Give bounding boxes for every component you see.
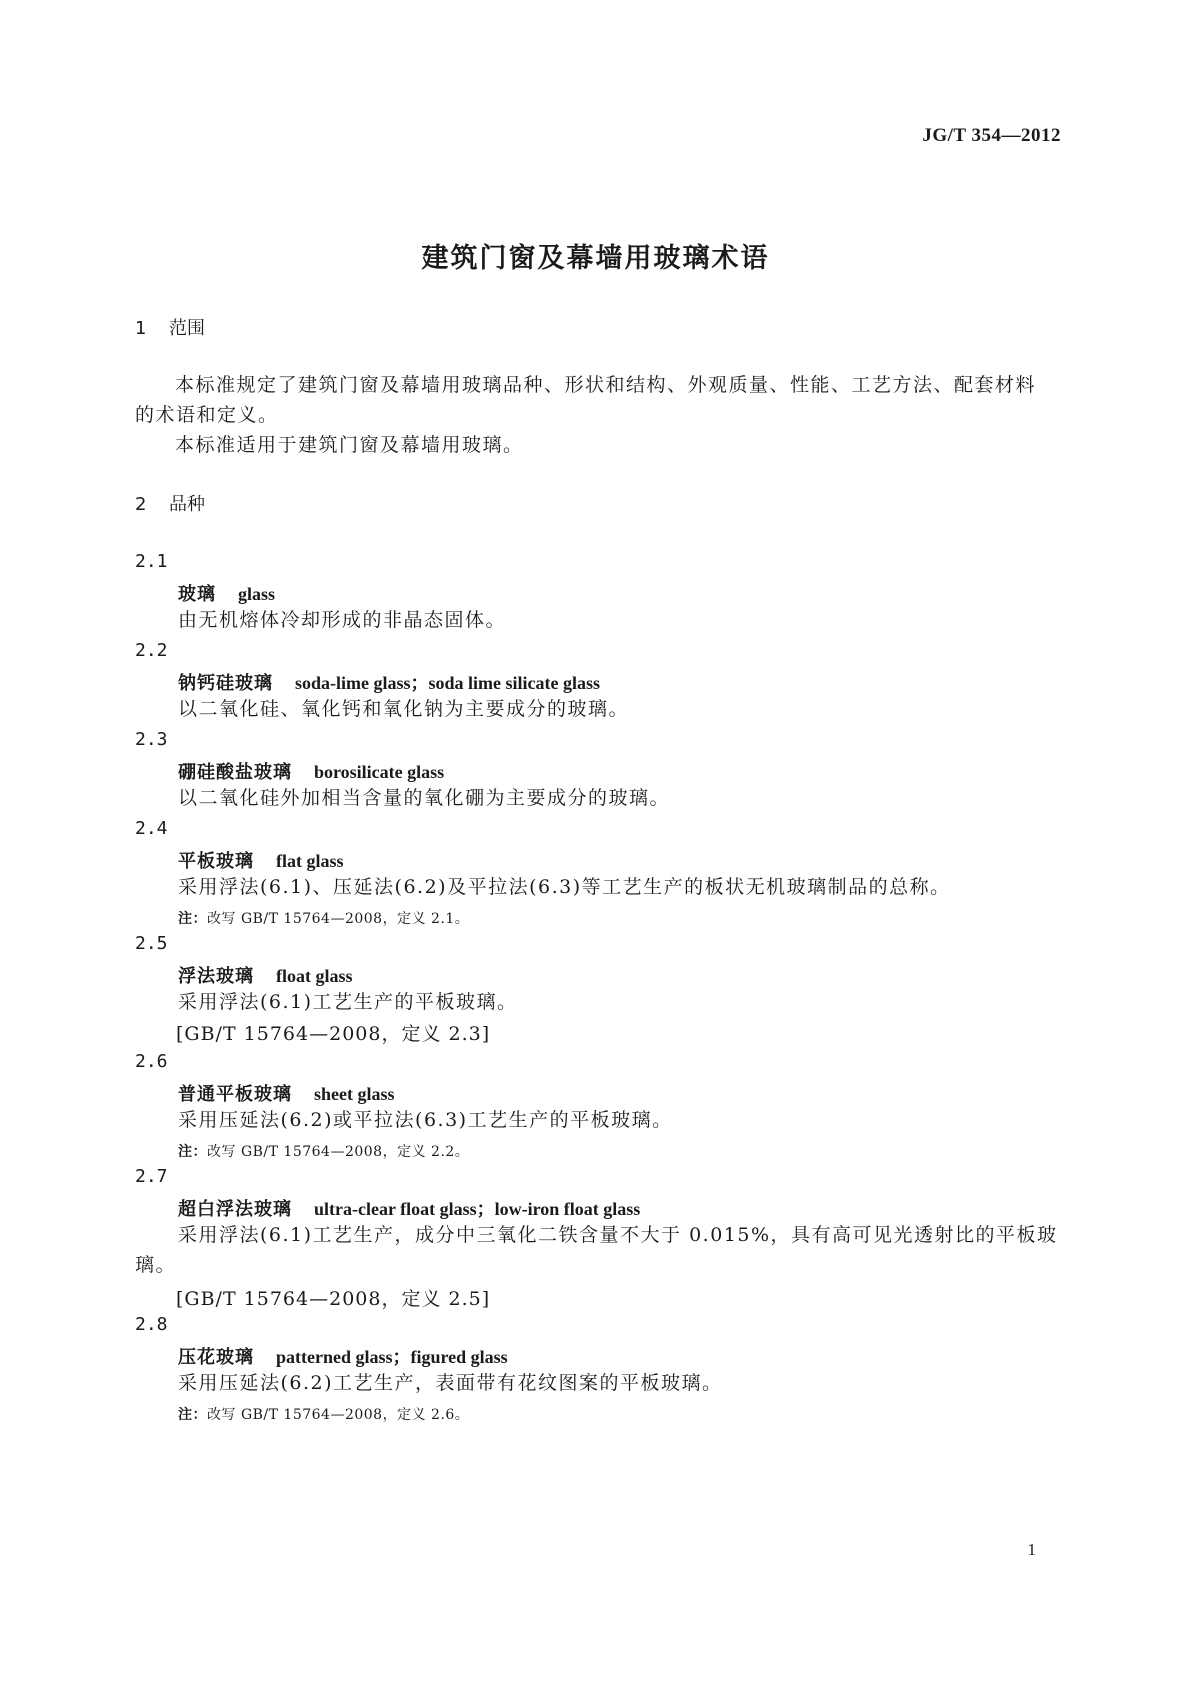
section-number: 2: [135, 494, 147, 515]
term-english: borosilicate glass: [314, 762, 445, 782]
clause-number: 2.3: [135, 729, 168, 750]
term-entry: [178, 669, 600, 695]
term-entry: [178, 1195, 640, 1221]
clause-number: 2.7: [135, 1166, 168, 1187]
term-chinese: 普通平板玻璃: [178, 1084, 292, 1105]
clause-number: 2.1: [135, 551, 168, 572]
term-english: ultra-clear float glass；low-iron float glass: [314, 1199, 641, 1219]
term-definition: 采用压延法(6.2)工艺生产，表面带有花纹图案的平板玻璃。: [178, 1372, 723, 1394]
clause-number: 2.2: [135, 640, 168, 661]
scope-paragraph-1: 本标准规定了建筑门窗及幕墙用玻璃品种、形状和结构、外观质量、性能、工艺方法、配套材料的术语和定义。: [135, 374, 1037, 426]
term-note: [178, 1404, 469, 1424]
note-label: 注：: [178, 911, 207, 927]
term-definition: 采用浮法(6.1)工艺生产的平板玻璃。: [178, 991, 518, 1013]
section-number: 1: [135, 318, 147, 339]
note-text: 改写 GB/T 15764—2008，定义 2.6。: [207, 1407, 470, 1423]
term-chinese: 钠钙硅玻璃: [178, 673, 273, 694]
term-entry: [178, 1080, 395, 1106]
section-heading-varieties: [135, 490, 205, 516]
term-entry: [178, 580, 275, 606]
term-definition: 由无机熔体冷却形成的非晶态固体。: [178, 609, 507, 631]
term-entry: [178, 1343, 508, 1369]
term-chinese: 玻璃: [178, 584, 216, 605]
document-title: 建筑门窗及幕墙用玻璃术语: [421, 243, 770, 274]
term-chinese: 超白浮法玻璃: [178, 1199, 292, 1220]
term-note: [178, 908, 469, 928]
scope-paragraph-2: 本标准适用于建筑门窗及幕墙用玻璃。: [175, 434, 524, 456]
term-definition: 采用压延法(6.2)或平拉法(6.3)工艺生产的平板玻璃。: [178, 1109, 673, 1131]
term-english: glass: [238, 584, 276, 604]
standard-code: JG/T 354—2012: [922, 125, 1061, 146]
term-english: soda-lime glass；soda lime silicate glass: [295, 673, 600, 693]
page-number: 1: [1027, 1540, 1036, 1559]
term-entry: [178, 847, 344, 873]
term-definition: 采用浮法(6.1)、压延法(6.2)及平拉法(6.3)等工艺生产的板状无机玻璃制品的总称。: [178, 876, 951, 898]
term-definition: 以二氧化硅、氧化钙和氧化钠为主要成分的玻璃。: [178, 698, 630, 720]
note-label: 注：: [178, 1144, 207, 1160]
term-english: flat glass: [276, 851, 344, 871]
clause-number: 2.8: [135, 1314, 168, 1335]
note-text: 改写 GB/T 15764—2008，定义 2.1。: [207, 911, 470, 927]
term-definition: 采用浮法(6.1)工艺生产，成分中三氧化二铁含量不大于 0.015%，具有高可见光透射比的平板玻璃。: [135, 1224, 1058, 1276]
term-note: [178, 1141, 469, 1161]
clause-number: 2.6: [135, 1051, 168, 1072]
term-english: float glass: [276, 966, 353, 986]
term-english: patterned glass；figured glass: [276, 1347, 508, 1367]
clause-number: 2.5: [135, 933, 168, 954]
section-title: 范围: [169, 318, 205, 339]
note-label: 注：: [178, 1407, 207, 1423]
term-entry: [178, 962, 353, 988]
term-chinese: 硼硅酸盐玻璃: [178, 762, 292, 783]
term-chinese: 浮法玻璃: [178, 966, 254, 987]
term-entry: [178, 758, 444, 784]
term-definition: 以二氧化硅外加相当含量的氧化硼为主要成分的玻璃。: [178, 787, 671, 809]
section-heading-scope: [135, 314, 205, 340]
term-english: sheet glass: [314, 1084, 395, 1104]
clause-number: 2.4: [135, 818, 168, 839]
term-source-reference: [GB/T 15764—2008，定义 2.5]: [176, 1288, 491, 1310]
term-chinese: 平板玻璃: [178, 851, 254, 872]
section-title: 品种: [169, 494, 205, 515]
term-chinese: 压花玻璃: [178, 1347, 254, 1368]
term-source-reference: [GB/T 15764—2008，定义 2.3]: [176, 1023, 491, 1045]
note-text: 改写 GB/T 15764—2008，定义 2.2。: [207, 1144, 470, 1160]
